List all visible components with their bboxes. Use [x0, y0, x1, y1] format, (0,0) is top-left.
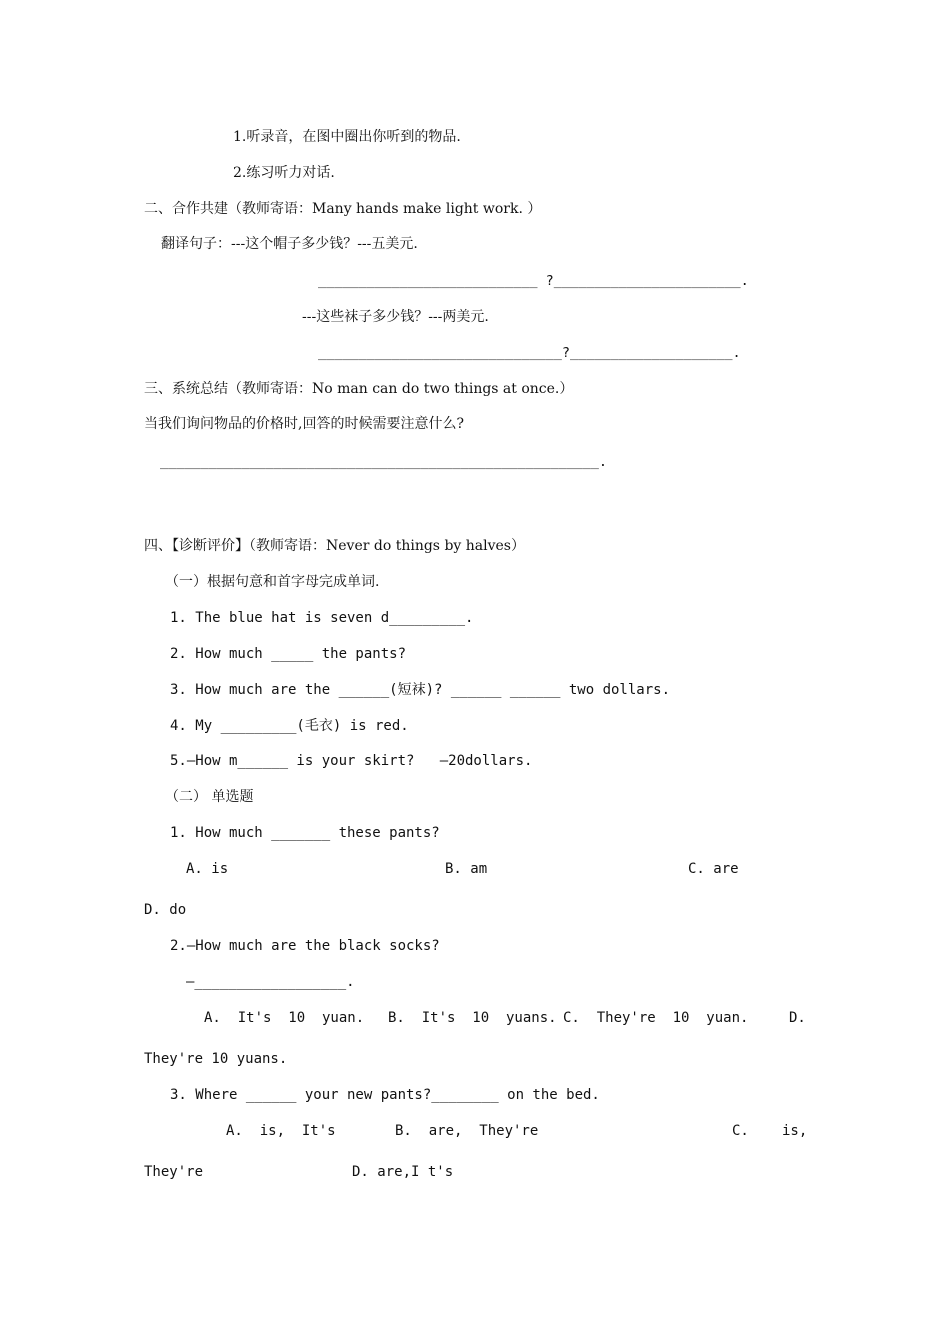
fill-question-4: 4. My _________(毛衣) is red. [170, 718, 409, 734]
fill-question-2: 2. How much _____ the pants? [170, 646, 407, 662]
choice-question-2-stem: 2.—How much are the black socks? [170, 938, 440, 954]
summary-question: 当我们询问物品的价格时,回答的时候需要注意什么? [144, 416, 464, 432]
choice-question-3-option-b[interactable]: B. are, They're [395, 1123, 539, 1139]
listening-task-2: 2.练习听力对话. [233, 165, 335, 181]
translation-answer-line-1[interactable]: ___________________________ ?_______________________. [318, 273, 749, 289]
choice-question-1-stem: 1. How much _______ these pants? [170, 825, 440, 841]
section-3-heading: 三、系统总结（教师寄语：No man can do two things at once.） [144, 381, 574, 397]
choice-question-1-option-a[interactable]: A. is [186, 861, 229, 877]
choice-question-2-option-a[interactable]: A. It's 10 yuan. [204, 1010, 365, 1026]
choice-question-1-option-c[interactable]: C. are [688, 861, 739, 877]
choice-question-3-stem: 3. Where ______ your new pants?________ on the bed. [170, 1087, 600, 1103]
choice-question-2-option-d-marker[interactable]: D. [789, 1010, 806, 1026]
section-2-heading: 二、合作共建（教师寄语：Many hands make light work. ） [144, 201, 542, 217]
choice-question-1-option-d[interactable]: D. do [144, 902, 187, 918]
choice-question-2-option-d-text[interactable]: They're 10 yuans. [144, 1051, 288, 1067]
choice-question-3-option-c-marker[interactable]: C. [732, 1123, 749, 1139]
choice-question-3-option-c-text-1[interactable]: is, [782, 1123, 808, 1139]
fill-question-3: 3. How much are the ______(短袜)? ______ ______ two dollars. [170, 682, 671, 698]
choice-question-2-option-b[interactable]: B. It's 10 yuans. [388, 1010, 557, 1026]
choice-question-2-blank[interactable]: —__________________. [186, 974, 355, 990]
part-1-title: （一）根据句意和首字母完成单词. [165, 574, 380, 590]
summary-answer-line[interactable]: ______________________________________________________. [160, 454, 608, 470]
fill-question-5: 5.—How m______ is your skirt? —20dollars. [170, 753, 533, 769]
choice-question-1-option-b[interactable]: B. am [445, 861, 488, 877]
fill-question-1: 1. The blue hat is seven d_________. [170, 610, 474, 626]
choice-question-2-option-c[interactable]: C. They're 10 yuan. [563, 1010, 749, 1026]
section-4-heading: 四、【诊断评价】（教师寄语：Never do things by halves） [144, 538, 525, 554]
choice-question-3-option-a[interactable]: A. is, It's [226, 1123, 336, 1139]
listening-task-1: 1.听录音，在图中圈出你听到的物品. [233, 129, 461, 145]
translation-answer-line-2[interactable]: ______________________________?____________________. [318, 345, 741, 361]
translation-prompt: 翻译句子：---这个帽子多少钱？---五美元. [161, 236, 418, 252]
choice-question-3-option-c-text-2[interactable]: They're [144, 1164, 204, 1180]
part-2-title: （二） 单选题 [165, 789, 254, 805]
choice-question-3-option-d[interactable]: D. are,I t's [352, 1164, 454, 1180]
translation-prompt-2: ---这些袜子多少钱？---两美元. [302, 309, 489, 325]
